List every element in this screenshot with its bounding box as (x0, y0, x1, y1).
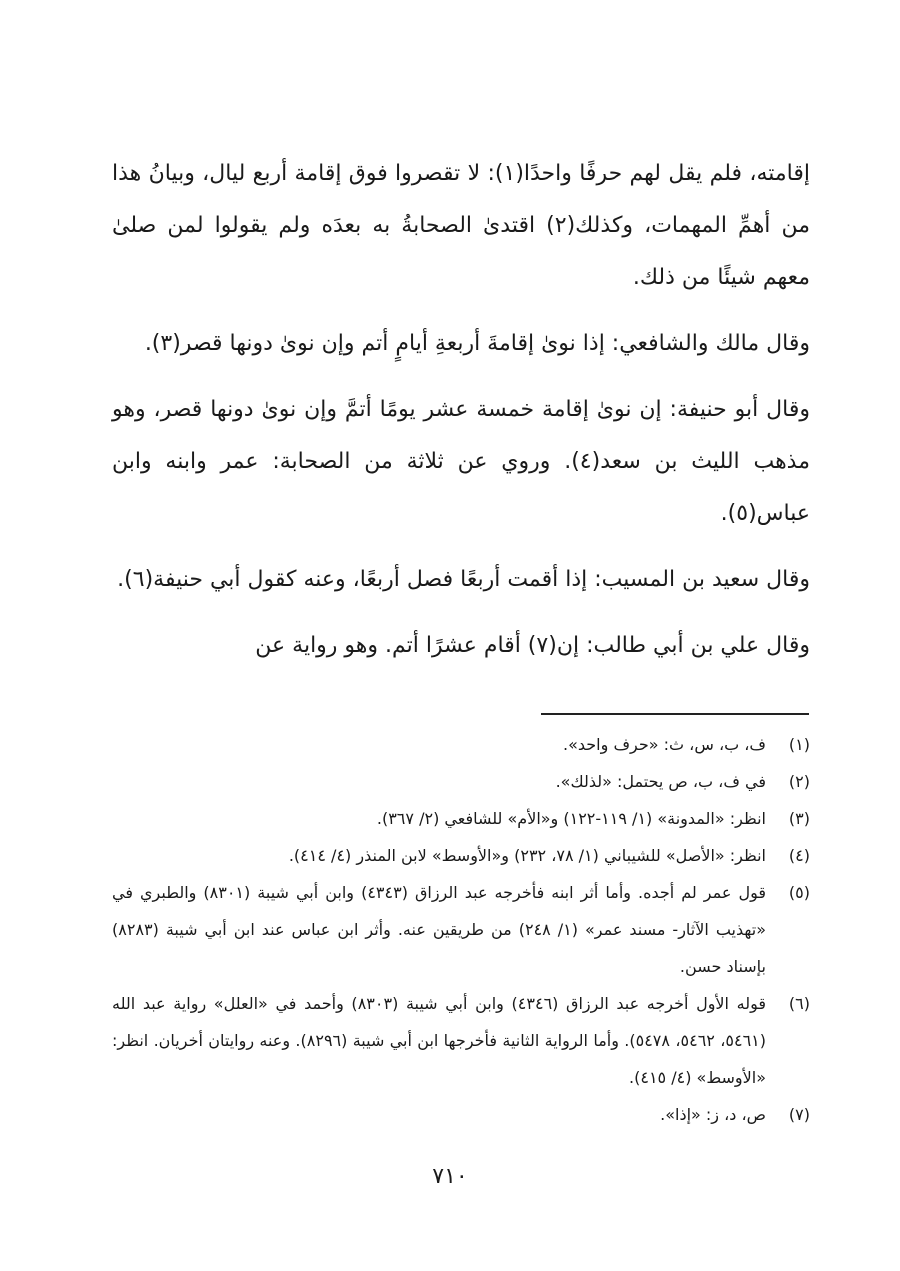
footnote-number: (٥) (788, 883, 810, 902)
footnote-2 (112, 763, 810, 800)
paragraph-1: إقامته، فلم يقل لهم حرفًا واحدًا(١): لا تقصروا فوق إقامة أربع ليال، وبيانُ هذا من أهمِّ المهمات، وكذلك(٢) اقتدىٰ الصحابةُ به بعدَه ولم يقولوا لمن صلىٰ معهم شيئًا من ذلك. (112, 161, 811, 290)
footnote-text: ص، د، ز: «إذا». (660, 1105, 766, 1124)
footnote-number: (٦) (788, 994, 810, 1013)
page-number: ٧١٠ (432, 1164, 468, 1189)
footnotes-section (112, 726, 810, 1133)
footnote-4 (112, 837, 810, 874)
footnote-text: انظر: «الأصل» للشيباني (١/ ٧٨، ٢٣٢) و«الأوسط» لابن المنذر (٤/ ٤١٤). (288, 846, 766, 865)
footnote-number: (٣) (788, 809, 810, 828)
footnote-text: انظر: «المدونة» (١/ ١١٩-١٢٢) و«الأم» للشافعي (٢/ ٣٦٧). (376, 809, 766, 828)
footnote-7 (112, 1096, 810, 1133)
footnote-5 (112, 874, 810, 985)
footnote-number: (٧) (788, 1105, 810, 1124)
footnote-text: في ف، ب، ص يحتمل: «لذلك». (555, 772, 766, 791)
footnote-1 (112, 726, 810, 763)
footnote-number: (١) (788, 735, 810, 754)
footnote-text: قوله الأول أخرجه عبد الرزاق (٤٣٤٦) وابن أبي شيبة (٨٣٠٣) وأحمد في «العلل» رواية عبد الله (٥٤٦١، ٥٤٦٢، ٥٤٧٨). وأما الرواية الثانية فأخرجها ابن أبي شيبة (٨٢٩٦). وعنه روايتان أخريان. انظر: «الأوسط» (٤/ ٤١٥). (112, 994, 767, 1087)
footnote-divider (541, 713, 809, 715)
paragraph-4: وقال سعيد بن المسيب: إذا أقمت أربعًا فصل أربعًا، وعنه كقول أبي حنيفة(٦). (117, 567, 810, 592)
footnote-text: قول عمر لم أجده. وأما أثر ابنه فأخرجه عبد الرزاق (٤٣٤٣) وابن أبي شيبة (٨٣٠١) والطبري في «تهذيب الآثار- مسند عمر» (١/ ٢٤٨) من طريقين عنه. وأثر ابن عباس عند ابن أبي شيبة (٨٢٨٣) بإسناد حسن. (112, 883, 767, 976)
footnote-6 (112, 985, 810, 1096)
main-text (112, 148, 810, 686)
paragraph-2: وقال مالك والشافعي: إذا نوىٰ إقامةَ أربعةِ أيامٍ أتم وإن نوىٰ دونها قصر(٣). (144, 331, 810, 356)
paragraph-3: وقال أبو حنيفة: إن نوىٰ إقامة خمسة عشر يومًا أتمَّ وإن نوىٰ دونها قصر، وهو مذهب الليث بن سعد(٤). وروي عن ثلاثة من الصحابة: عمر وابنه وابن عباس(٥). (112, 397, 810, 526)
footnote-number: (٤) (788, 846, 810, 865)
footnote-text: ف، ب، س، ث: «حرف واحد». (563, 735, 766, 754)
footnote-3 (112, 800, 810, 837)
footnote-number: (٢) (788, 772, 810, 791)
paragraph-5: وقال علي بن أبي طالب: إن(٧) أقام عشرًا أتم. وهو رواية عن (255, 633, 810, 658)
